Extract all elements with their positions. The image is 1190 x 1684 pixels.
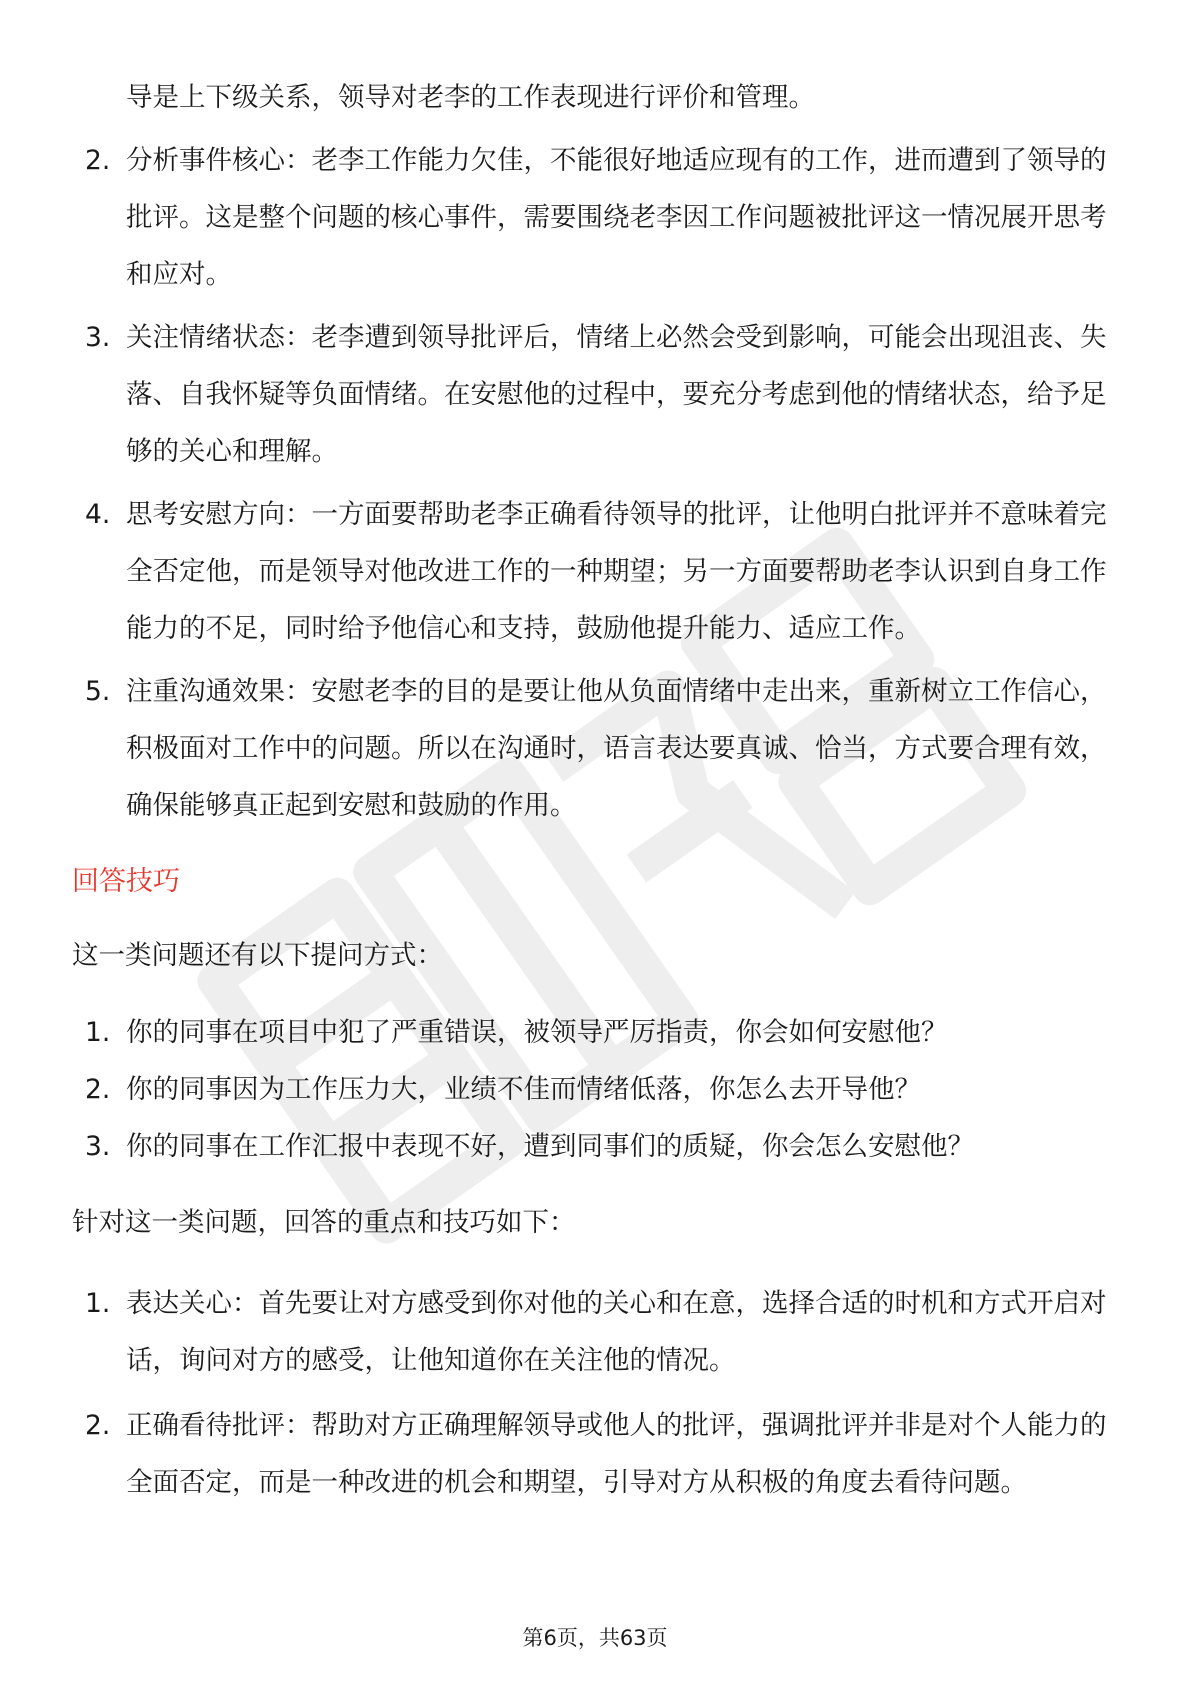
list-number: 4. bbox=[85, 499, 111, 530]
list-text: 正确看待批评：帮助对方正确理解领导或他人的批评，强调批评并非是对个人能力的全面否定，而是一种改进的机会和期望，引导对方从积极的角度去看待问题。 bbox=[126, 1410, 1107, 1498]
list-number: 1. bbox=[85, 1017, 111, 1048]
alt-questions-list bbox=[72, 1004, 1112, 1175]
list-text: 关注情绪状态：老李遭到领导批评后，情绪上必然会受到影响，可能会出现沮丧、失落、自我怀疑等负面情绪。在安慰他的过程中，要充分考虑到他的情绪状态，给予足够的关心和理解。 bbox=[126, 322, 1107, 467]
list-text: 思考安慰方向：一方面要帮助老李正确看待领导的批评，让他明白批评并不意味着完全否定他，而是领导对他改进工作的一种期望；另一方面要帮助老李认识到自身工作能力的不足，同时给予他信心和支持，鼓励他提升能力、适应工作。 bbox=[126, 499, 1107, 644]
list-number: 5. bbox=[85, 676, 111, 707]
list-number: 3. bbox=[85, 322, 111, 353]
list-text: 注重沟通效果：安慰老李的目的是要让他从负面情绪中走出来，重新树立工作信心，积极面对工作中的问题。所以在沟通时，语言表达要真诚、恰当，方式要合理有效，确保能够真正起到安慰和鼓励的作用。 bbox=[126, 676, 1107, 821]
analysis-list bbox=[72, 132, 1112, 834]
focus-intro: 针对这一类问题，回答的重点和技巧如下： bbox=[72, 1207, 576, 1238]
list-item bbox=[72, 1061, 1112, 1118]
list-text: 分析事件核心：老李工作能力欠佳，不能很好地适应现有的工作，进而遭到了领导的批评。这是整个问题的核心事件，需要围绕老李因工作问题被批评这一情况展开思考和应对。 bbox=[126, 145, 1107, 290]
list-number: 3. bbox=[85, 1131, 111, 1162]
tips-list bbox=[72, 1275, 1112, 1511]
list-number: 1. bbox=[85, 1288, 111, 1319]
list-item bbox=[72, 1397, 1112, 1511]
list-text: 你的同事因为工作压力大，业绩不佳而情绪低落，你怎么去开导他？ bbox=[126, 1074, 921, 1105]
list-number: 2. bbox=[85, 1410, 111, 1441]
list-item bbox=[72, 1004, 1112, 1061]
list-item bbox=[72, 486, 1112, 657]
list-text: 表达关心：首先要让对方感受到你对他的关心和在意，选择合适的时机和方式开启对话，询问对方的感受，让他知道你在关注他的情况。 bbox=[126, 1288, 1107, 1376]
page-number-footer: 第6页，共63页 bbox=[522, 1626, 668, 1650]
list-item bbox=[72, 309, 1112, 480]
analysis-continued-text: 导是上下级关系，领导对老李的工作表现进行评价和管理。 bbox=[126, 82, 815, 113]
list-text: 你的同事在项目中犯了严重错误，被领导严厉指责，你会如何安慰他？ bbox=[126, 1017, 948, 1048]
list-item bbox=[72, 1275, 1112, 1389]
alt-questions-intro: 这一类问题还有以下提问方式： bbox=[72, 940, 443, 971]
list-number: 2. bbox=[85, 1074, 111, 1105]
list-item bbox=[72, 663, 1112, 834]
document-content bbox=[72, 70, 1112, 1519]
list-text: 你的同事在工作汇报中表现不好，遭到同事们的质疑，你会怎么安慰他？ bbox=[126, 1131, 974, 1162]
section-heading-answer-tips: 回答技巧 bbox=[72, 866, 180, 897]
list-item bbox=[72, 132, 1112, 303]
list-number: 2. bbox=[85, 145, 111, 176]
list-item bbox=[72, 1118, 1112, 1175]
